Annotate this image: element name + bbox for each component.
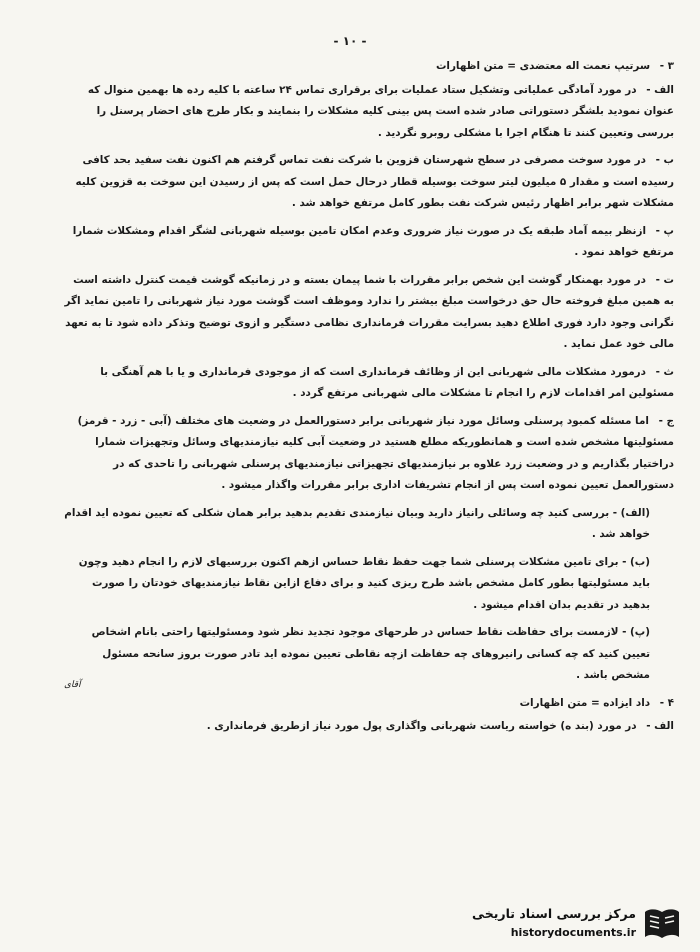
paragraph-text: درمورد مشکلات مالی شهربانی این از وظائف فرمانداری است که از موجودی فرمانداری و یا با هم آهنگی با مسئولین امر اقدامات لازم را انجام تا مشکلات مالی شهربانی مرتفع گردد . — [100, 365, 674, 399]
subparagraph-text: بررسی کنید چه وسائلی رانیاز دارید وبیان نیازمندی تقدیم بدهید برابر همان شکلی که تعیین نموده اید اقدام خواهد شد . — [64, 506, 650, 540]
subparagraph-label: (ب) - — [622, 555, 650, 568]
page-number: - ۱۰ - — [333, 34, 367, 48]
section-3-number: ۳ - — [659, 60, 674, 72]
paragraph-text: ازنظر بیمه آماد طبقه یک در صورت نیاز ضروری وعدم امکان تامین بوسیله شهربانی لشگر اقدام ومشکلات شمارا مرتفع خواهد نمود . — [72, 224, 674, 258]
paragraph-jim — [64, 411, 674, 497]
paragraph-text: اما مسئله کمبود پرسنلی وسائل مورد نیاز شهربانی برابر دستورالعمل در وضعیت های مختلف (آبی - زرد - قرمز) مسئولیتها مشخص شده است و همانطوریکه مطلع هستید در وضعیت آبی کلیه نیازمندیهای وسائل وتجهیزات شمارا دراختیار بگذاریم و در وضعیت زرد علاوه بر نیازمندیهای تجهیزاتی نیازمندیهای پرسنلی شهربانی را تاحدی که در دستورالعمل تعیین نموده است پس از انجام تشریفات اداری برابر مقررات واگذار میشود . — [77, 414, 674, 491]
paragraph-label: پ - — [655, 224, 674, 237]
subparagraph-label: (پ) - — [622, 626, 650, 638]
paragraph-text: در مورد سوخت مصرفی در سطح شهرستان قزوین با شرکت نفت تماس گرفتم هم اکنون نفت سفید بحد کافی رسیده است و مقدار ۵ میلیون لیتر سوخت بوسیله قطار درحال حمل است که پس از رسیدن این سوخت به قزوین کلیه مشکلات شهر برابر اظهار رئیس شرکت نفت بطور کامل مرتفع خواهد شد . — [75, 154, 674, 209]
section-4-title: داد ایزاده = متن اظهارات — [519, 696, 651, 709]
paragraph-label: الف - — [646, 83, 674, 96]
section-4-number: ۴ - — [659, 696, 674, 709]
paragraph-alef — [64, 80, 674, 145]
paragraph-label: ج - — [658, 414, 674, 427]
subparagraph-label: (الف) - — [612, 506, 650, 519]
watermark-title: مرکز بررسی اسناد تاریخی — [472, 906, 636, 921]
paragraph-pe — [64, 221, 674, 264]
watermark-url: historydocuments.ir — [510, 926, 636, 939]
section-3-title: سرتیپ نعمت اله معتضدی = متن اظهارات — [435, 60, 651, 72]
subparagraph-pe — [64, 622, 650, 687]
section-3-heading — [64, 56, 674, 78]
section-4-heading — [64, 679, 674, 715]
section-4-paragraph-alef — [64, 716, 674, 738]
document-body — [64, 56, 674, 744]
subparagraph-text: لازمست برای حفاظت نقاط حساس در طرحهای موجود تجدید نظر شود ومسئولیتها راحتی بانام اشخاص تعیین کنید که چه کسانی رانیروهای چه حفاظت ازچه نقاطی تعیین نموده اید تادر صورت بروز سانحه مسئول مشخص باشد . — [91, 626, 650, 681]
subparagraph-text: برای تامین مشکلات پرسنلی شما جهت حفظ نقاط حساس ازهم اکنون بررسیهای لازم را انجام دهید وچون باید مسئولیتها بطور کامل مشخص باشد طرح ریزی کنید و برای دفاع ازاین نقاط نیازمندیهای خودتان را صورت بدهید در تقدیم بدان اقدام میشود . — [78, 555, 650, 611]
paragraph-label: الف - — [646, 720, 674, 732]
subparagraph-be — [64, 552, 650, 617]
paragraph-text: در مورد آمادگی عملیاتی وتشکیل ستاد عملیات برای برقراری تماس ۲۴ ساعته با کلیه رده ها بهمین منوال که عنوان نمودید بلشگر دستوراتی صادر شده است پس بینی کلیه مشکلات را بنمایند و بکار طرح های احضار پرسنل را بررسی وتعیین کنند تا هنگام اجرا با مشکلی روبرو نگردید . — [87, 83, 674, 139]
paragraph-text: در مورد (بند ه) خواسته ریاست شهربانی واگذاری پول مورد نیاز ازطریق فرمانداری . — [206, 720, 637, 732]
subparagraph-alef — [64, 503, 650, 546]
paragraph-se — [64, 362, 674, 405]
paragraph-te — [64, 270, 674, 356]
handwritten-annotation: آقای — [64, 679, 81, 690]
paragraph-label: ب - — [655, 154, 674, 166]
paragraph-label: ث - — [655, 365, 674, 378]
paragraph-be — [64, 150, 674, 215]
paragraph-text: در مورد بهمنکار گوشت این شخص برابر مقررات با شما پیمان بسته و در زمانیکه گوشت قیمت کنترل داشته است به همین مبلغ فروخته حال حق درخواست مبلغ بیشتر را ندارد وموظف است گوشت مورد نیاز شهربانی را تامین نماید اگر نگرانی وجود دارد فوری اطلاع دهید بسرایت مقررات فرمانداری نظامی دستگیر و ازوی توضیح وتذکر داده شود تا به تعهد مالی خود عمل نماید . — [64, 273, 674, 350]
paragraph-label: ت - — [655, 273, 674, 286]
book-logo-icon — [642, 906, 682, 942]
watermark-logo — [396, 904, 686, 944]
